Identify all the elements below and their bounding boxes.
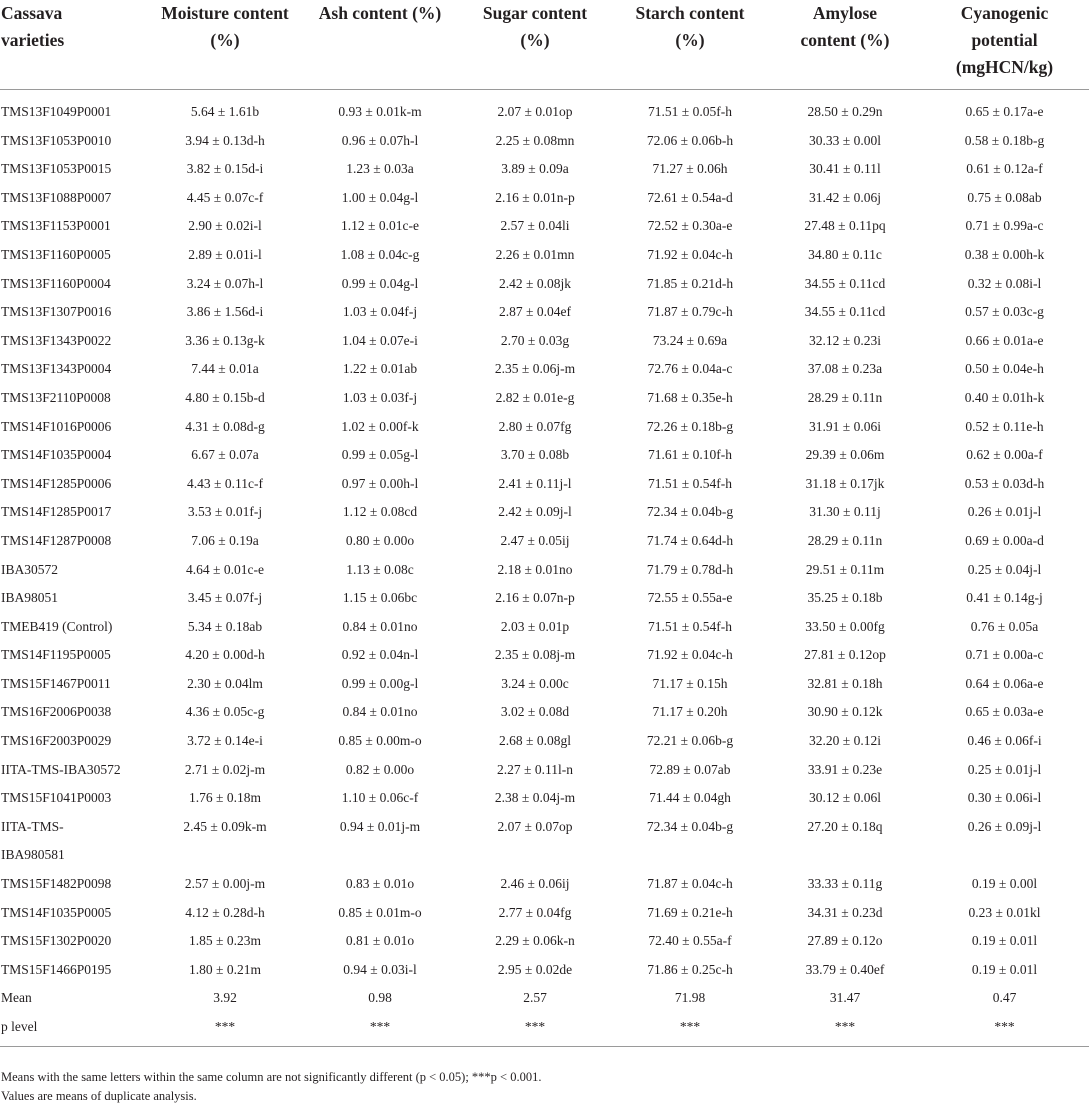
- starch-value: 71.51 ± 0.54f-h: [648, 475, 732, 491]
- header-row: [0, 0, 1089, 90]
- cyanogenic-value: 0.26 ± 0.09j-l: [967, 818, 1042, 834]
- moisture-value: 3.92: [213, 990, 237, 1006]
- amylose-value: 31.42 ± 0.06j: [809, 189, 881, 205]
- ash-value: 1.23 ± 0.03a: [346, 161, 414, 177]
- amylose-value: 33.33 ± 0.11g: [807, 876, 883, 892]
- variety-name: TMS13F1053P0015: [1, 161, 112, 177]
- sugar-value: 2.38 ± 0.04j-m: [494, 790, 576, 806]
- starch-value: 72.40 ± 0.55a-f: [648, 933, 732, 949]
- amylose-value: 32.20 ± 0.12i: [809, 733, 881, 749]
- ash-value: 0.82 ± 0.00o: [345, 761, 415, 777]
- moisture-value: ***: [150, 1013, 300, 1046]
- sugar-value: 2.35 ± 0.06j-m: [494, 361, 576, 377]
- sugar-value: 2.16 ± 0.07n-p: [495, 590, 575, 606]
- amylose-value: 31.18 ± 0.17jk: [805, 475, 885, 491]
- variety-name: TMS13F1343P0022: [1, 332, 112, 348]
- variety-name: p level: [0, 1013, 150, 1046]
- amylose-value: 31.30 ± 0.11j: [809, 504, 881, 520]
- variety-name: TMS13F1307P0016: [1, 304, 112, 320]
- cyanogenic-value: 0.32 ± 0.08i-l: [967, 275, 1042, 291]
- amylose-value: 33.50 ± 0.00fg: [805, 618, 885, 634]
- cyanogenic-value: 0.71 ± 0.00a-c: [965, 647, 1044, 663]
- amylose-value: 30.33 ± 0.00l: [809, 132, 881, 148]
- header-line: Sugar content: [482, 3, 588, 23]
- header-line: varieties: [1, 30, 65, 50]
- variety-name: TMS15F1482P0098: [1, 876, 112, 892]
- header-line: content (%): [800, 30, 890, 50]
- cyanogenic-value: 0.71 ± 0.99a-c: [965, 218, 1044, 234]
- variety-name: TMS13F1160P0004: [1, 275, 111, 291]
- variety-name: TMS16F2006P0038: [1, 704, 112, 720]
- starch-value: 71.87 ± 0.79c-h: [647, 304, 733, 320]
- moisture-value: 1.80 ± 0.21m: [189, 961, 261, 977]
- table-row: [0, 384, 1089, 413]
- ash-value: 0.83 ± 0.01o: [345, 876, 415, 892]
- table-row: [0, 441, 1089, 470]
- starch-value: 72.55 ± 0.55a-e: [647, 590, 733, 606]
- cyanogenic-value: 0.25 ± 0.01j-l: [967, 761, 1042, 777]
- ash-value: 0.98: [368, 990, 392, 1006]
- variety-name: TMS15F1467P0011: [1, 675, 111, 691]
- sugar-value: 2.35 ± 0.08j-m: [494, 647, 576, 663]
- header-line: Ash content (%): [318, 3, 442, 23]
- variety-name: TMS14F1285P0006: [1, 475, 112, 491]
- variety-name: TMS13F1088P0007: [1, 189, 112, 205]
- footnote-duplicate-analysis: Values are means of duplicate analysis.: [1, 1089, 197, 1103]
- starch-value: 72.26 ± 0.18b-g: [646, 418, 734, 434]
- moisture-value: 4.36 ± 0.05c-g: [185, 704, 265, 720]
- ash-value: 0.96 ± 0.07h-l: [341, 132, 419, 148]
- variety-name: IBA30572: [1, 561, 58, 577]
- amylose-value: 30.41 ± 0.11l: [809, 161, 881, 177]
- ash-value: 1.22 ± 0.01ab: [342, 361, 418, 377]
- moisture-value: 4.64 ± 0.01c-e: [186, 561, 264, 577]
- moisture-value: 4.43 ± 0.11c-f: [187, 475, 263, 491]
- cyanogenic-value: 0.38 ± 0.00h-k: [964, 246, 1045, 262]
- sugar-value: 2.57 ± 0.04li: [500, 218, 570, 234]
- cyanogenic-value: 0.57 ± 0.03c-g: [965, 304, 1044, 320]
- starch-value: 71.61 ± 0.10f-h: [648, 447, 732, 463]
- starch-value: 71.79 ± 0.78d-h: [646, 561, 734, 577]
- table-row: [0, 756, 1089, 785]
- amylose-value: 27.81 ± 0.12op: [804, 647, 886, 663]
- variety-name: TMS14F1035P0005: [1, 904, 112, 920]
- ash-value: 1.00 ± 0.04g-l: [341, 189, 419, 205]
- amylose-value: 30.12 ± 0.06l: [809, 790, 881, 806]
- cyanogenic-value: 0.65 ± 0.17a-e: [965, 104, 1044, 119]
- amylose-value: 33.91 ± 0.23e: [807, 761, 883, 777]
- cyanogenic-value: 0.62 ± 0.00a-f: [966, 447, 1043, 463]
- cyanogenic-value: 0.47: [992, 990, 1017, 1006]
- starch-value: 71.44 ± 0.04gh: [649, 790, 731, 806]
- moisture-value: 3.45 ± 0.07f-j: [187, 590, 263, 606]
- amylose-value: 34.31 ± 0.23d: [807, 904, 883, 920]
- variety-name: TMS13F1153P0001: [1, 218, 111, 234]
- starch-value: 71.17 ± 0.20h: [652, 704, 728, 720]
- moisture-value: 3.53 ± 0.01f-j: [187, 504, 263, 520]
- table-row: [0, 813, 1089, 870]
- ash-value: 1.10 ± 0.06c-f: [341, 790, 419, 806]
- amylose-value: 31.91 ± 0.06i: [809, 418, 881, 434]
- cyanogenic-value: 0.26 ± 0.01j-l: [967, 504, 1042, 520]
- table-row: [0, 270, 1089, 299]
- amylose-value: ***: [770, 1013, 920, 1046]
- table-row: [0, 90, 1089, 127]
- starch-value: 71.17 ± 0.15h: [652, 675, 728, 691]
- cyanogenic-value: 0.30 ± 0.06i-l: [967, 790, 1042, 806]
- sugar-value: 2.41 ± 0.11j-l: [498, 475, 572, 491]
- moisture-value: 1.85 ± 0.23m: [189, 933, 261, 949]
- table-footnotes: [1, 1068, 542, 1106]
- amylose-value: 29.39 ± 0.06m: [805, 447, 885, 463]
- starch-value: 72.34 ± 0.04b-g: [646, 818, 734, 834]
- table-row: [0, 870, 1089, 899]
- table-row: [0, 613, 1089, 642]
- header-cyanogenic-potential: [920, 0, 1089, 90]
- sugar-value: 2.29 ± 0.06k-n: [495, 933, 575, 949]
- header-line: (%): [675, 30, 705, 50]
- amylose-value: 33.79 ± 0.40ef: [805, 961, 885, 977]
- amylose-value: 28.29 ± 0.11n: [807, 389, 883, 405]
- table-row: [0, 641, 1089, 670]
- sugar-value: 2.42 ± 0.08jk: [499, 275, 571, 291]
- table-row: [0, 241, 1089, 270]
- cyanogenic-value: 0.41 ± 0.14g-j: [966, 590, 1043, 606]
- moisture-value: 1.76 ± 0.18m: [189, 790, 261, 806]
- ash-value: 1.03 ± 0.03f-j: [342, 389, 418, 405]
- moisture-value: 4.31 ± 0.08d-g: [185, 418, 265, 434]
- ash-value: 0.93 ± 0.01k-m: [338, 104, 422, 119]
- sugar-value: ***: [460, 1013, 610, 1046]
- table-row: [0, 527, 1089, 556]
- ash-value: 0.92 ± 0.04n-l: [341, 647, 419, 663]
- cyanogenic-value: 0.19 ± 0.01l: [971, 961, 1038, 977]
- moisture-value: 4.80 ± 0.15b-d: [185, 389, 265, 405]
- table-row: [0, 413, 1089, 442]
- table-row: [0, 727, 1089, 756]
- moisture-value: 2.45 ± 0.09k-m: [183, 818, 267, 834]
- table-row: [0, 327, 1089, 356]
- starch-value: 71.51 ± 0.54f-h: [648, 618, 732, 634]
- sugar-value: 3.24 ± 0.00c: [501, 675, 569, 691]
- variety-name: TMS14F1287P0008: [1, 532, 112, 548]
- moisture-value: 7.06 ± 0.19a: [191, 532, 259, 548]
- variety-name: TMS13F1160P0005: [1, 246, 111, 262]
- table-row: [0, 355, 1089, 384]
- variety-name: TMS13F1049P0001: [1, 104, 112, 119]
- sugar-value: 2.46 ± 0.06ij: [500, 876, 570, 892]
- sugar-value: 2.47 ± 0.05ij: [500, 532, 570, 548]
- header-line: potential: [971, 30, 1038, 50]
- header-line: (%): [520, 30, 550, 50]
- sugar-value: 3.89 ± 0.09a: [501, 161, 569, 177]
- table-row: [0, 584, 1089, 613]
- starch-value: ***: [610, 1013, 770, 1046]
- starch-value: 71.92 ± 0.04c-h: [647, 246, 733, 262]
- amylose-value: 32.12 ± 0.23i: [809, 332, 881, 348]
- sugar-value: 3.70 ± 0.08b: [500, 447, 570, 463]
- table-row: [0, 927, 1089, 956]
- starch-value: 72.06 ± 0.06b-h: [646, 132, 734, 148]
- moisture-value: 7.44 ± 0.01a: [191, 361, 259, 377]
- variety-name: TMS14F1195P0005: [1, 647, 111, 663]
- variety-name: TMS13F1343P0004: [1, 361, 112, 377]
- starch-value: 72.61 ± 0.54a-d: [647, 189, 733, 205]
- cyanogenic-value: 0.61 ± 0.12a-f: [966, 161, 1043, 177]
- starch-value: 71.98: [674, 990, 706, 1006]
- variety-name: TMS13F2110P0008: [1, 389, 111, 405]
- ash-value: 0.85 ± 0.00m-o: [338, 733, 422, 749]
- cyanogenic-value: 0.52 ± 0.11e-h: [965, 418, 1044, 434]
- table-row: [0, 127, 1089, 156]
- cyanogenic-value: 0.75 ± 0.08ab: [967, 189, 1042, 205]
- ash-value: 1.02 ± 0.00f-k: [341, 418, 419, 434]
- header-line: (mgHCN/kg): [955, 57, 1054, 77]
- sugar-value: 2.27 ± 0.11l-n: [497, 761, 573, 777]
- moisture-value: 4.45 ± 0.07c-f: [186, 189, 264, 205]
- amylose-value: 34.55 ± 0.11cd: [804, 275, 886, 291]
- sugar-value: 3.02 ± 0.08d: [500, 704, 570, 720]
- header-line: Moisture content: [161, 3, 289, 23]
- table-row: [0, 899, 1089, 928]
- ash-value: 0.99 ± 0.04g-l: [341, 275, 419, 291]
- sugar-value: 2.25 ± 0.08mn: [495, 132, 575, 148]
- starch-value: 72.34 ± 0.04b-g: [646, 504, 734, 520]
- moisture-value: 3.24 ± 0.07h-l: [186, 275, 264, 291]
- ash-value: 0.81 ± 0.01o: [345, 933, 415, 949]
- table-row: [0, 298, 1089, 327]
- header-line: Starch content: [635, 3, 745, 23]
- table-row: [0, 956, 1089, 985]
- sugar-value: 2.82 ± 0.01e-g: [495, 389, 575, 405]
- table-row: [0, 784, 1089, 813]
- ash-value: 0.85 ± 0.01m-o: [338, 904, 422, 920]
- variety-name: TMS14F1285P0017: [1, 504, 112, 520]
- moisture-value: 3.72 ± 0.14e-i: [187, 733, 263, 749]
- header-line: Cassava: [1, 3, 63, 23]
- sugar-value: 2.70 ± 0.03g: [500, 332, 570, 348]
- ash-value: 1.15 ± 0.06bc: [342, 590, 418, 606]
- ash-value: 0.97 ± 0.00h-l: [341, 475, 419, 491]
- table-row: [0, 212, 1089, 241]
- ash-value: 0.94 ± 0.03i-l: [343, 961, 417, 977]
- header-amylose-content: [770, 0, 920, 90]
- table-row: [0, 670, 1089, 699]
- table-row: [0, 1013, 1089, 1046]
- ash-value: 1.08 ± 0.04c-g: [340, 246, 420, 262]
- variety-name: TMS15F1041P0003: [1, 790, 112, 806]
- amylose-value: 35.25 ± 0.18b: [807, 590, 883, 606]
- amylose-value: 28.29 ± 0.11n: [807, 532, 883, 548]
- moisture-value: 4.20 ± 0.00d-h: [185, 647, 265, 663]
- sugar-value: 2.07 ± 0.07op: [497, 818, 573, 834]
- starch-value: 71.87 ± 0.04c-h: [647, 876, 733, 892]
- variety-name: Mean: [1, 990, 32, 1006]
- moisture-value: 5.64 ± 1.61b: [190, 104, 260, 119]
- variety-name: TMS14F1035P0004: [1, 447, 112, 463]
- cyanogenic-value: 0.23 ± 0.01kl: [968, 904, 1041, 920]
- sugar-value: 2.16 ± 0.01n-p: [495, 189, 575, 205]
- ash-value: 1.03 ± 0.04f-j: [342, 304, 418, 320]
- starch-value: 71.85 ± 0.21d-h: [646, 275, 734, 291]
- moisture-value: 6.67 ± 0.07a: [191, 447, 259, 463]
- cyanogenic-value: 0.66 ± 0.01a-e: [965, 332, 1044, 348]
- variety-name: TMS16F2003P0029: [1, 733, 112, 749]
- variety-name: IITA-TMS-IBA30572: [1, 761, 121, 777]
- ash-value: 0.99 ± 0.05g-l: [341, 447, 419, 463]
- amylose-value: 32.81 ± 0.18h: [807, 675, 883, 691]
- amylose-value: 34.80 ± 0.11c: [808, 246, 882, 262]
- cyanogenic-value: 0.25 ± 0.04j-l: [967, 561, 1042, 577]
- variety-name: TMS15F1302P0020: [1, 933, 112, 949]
- amylose-value: 27.48 ± 0.11pq: [804, 218, 886, 234]
- amylose-value: 37.08 ± 0.23a: [807, 361, 883, 377]
- starch-value: 71.74 ± 0.64d-h: [646, 532, 734, 548]
- cyanogenic-value: 0.53 ± 0.03d-h: [964, 475, 1045, 491]
- starch-value: 71.69 ± 0.21e-h: [647, 904, 733, 920]
- cyanogenic-value: 0.64 ± 0.06a-e: [965, 675, 1044, 691]
- sugar-value: 2.42 ± 0.09j-l: [498, 504, 572, 520]
- starch-value: 71.51 ± 0.05f-h: [648, 104, 732, 119]
- starch-value: 72.21 ± 0.06b-g: [646, 733, 734, 749]
- starch-value: 71.27 ± 0.06h: [652, 161, 728, 177]
- ash-value: ***: [300, 1013, 460, 1046]
- starch-value: 72.89 ± 0.07ab: [649, 761, 731, 777]
- header-line: Cyanogenic: [960, 3, 1049, 23]
- starch-value: 71.86 ± 0.25c-h: [647, 961, 733, 977]
- variety-name: IBA98051: [1, 590, 58, 606]
- cyanogenic-value: 0.76 ± 0.05a: [970, 618, 1039, 634]
- sugar-value: 2.57: [523, 990, 547, 1006]
- variety-name: IITA-TMS- IBA980581: [1, 818, 65, 863]
- amylose-value: 30.90 ± 0.12k: [807, 704, 883, 720]
- variety-name: TMS14F1016P0006: [1, 418, 112, 434]
- starch-value: 72.52 ± 0.30a-e: [647, 218, 733, 234]
- header-ash-content: [300, 0, 460, 90]
- sugar-value: 2.68 ± 0.08gl: [499, 733, 571, 749]
- amylose-value: 34.55 ± 0.11cd: [804, 304, 886, 320]
- header-cassava-varieties: [0, 0, 150, 90]
- moisture-value: 5.34 ± 0.18ab: [187, 618, 263, 634]
- table-body: [0, 90, 1089, 1047]
- moisture-value: 2.90 ± 0.02i-l: [188, 218, 262, 234]
- sugar-value: 2.95 ± 0.02de: [497, 961, 573, 977]
- amylose-value: 27.89 ± 0.12o: [807, 933, 883, 949]
- ash-value: 0.80 ± 0.00o: [345, 532, 415, 548]
- sugar-value: 2.26 ± 0.01mn: [495, 246, 575, 262]
- header-sugar-content: [460, 0, 610, 90]
- header-line: (%): [210, 30, 240, 50]
- cyanogenic-value: 0.58 ± 0.18b-g: [964, 132, 1045, 148]
- table-row: [0, 155, 1089, 184]
- table-row: [0, 984, 1089, 1013]
- ash-value: 0.99 ± 0.00g-l: [341, 675, 419, 691]
- cyanogenic-value: ***: [920, 1013, 1089, 1046]
- ash-value: 1.04 ± 0.07e-i: [342, 332, 418, 348]
- moisture-value: 3.86 ± 1.56d-i: [186, 304, 264, 320]
- amylose-value: 29.51 ± 0.11m: [805, 561, 885, 577]
- amylose-value: 27.20 ± 0.18q: [807, 818, 883, 834]
- header-line: Amylose: [812, 3, 878, 23]
- ash-value: 0.94 ± 0.01j-m: [339, 818, 421, 834]
- amylose-value: 28.50 ± 0.29n: [807, 104, 883, 119]
- header-starch-content: [610, 0, 770, 90]
- cyanogenic-value: 0.40 ± 0.01h-k: [964, 389, 1045, 405]
- moisture-value: 2.89 ± 0.01i-l: [188, 246, 262, 262]
- starch-value: 73.24 ± 0.69a: [652, 332, 728, 348]
- footnote-significance: Means with the same letters within the same column are not significantly different (p < 0.05); ***p < 0.001.: [1, 1070, 542, 1084]
- table-row: [0, 470, 1089, 499]
- starch-value: 72.76 ± 0.04a-c: [647, 361, 733, 377]
- amylose-value: 31.47: [829, 990, 861, 1006]
- table-row: [0, 184, 1089, 213]
- sugar-value: 2.77 ± 0.04fg: [498, 904, 572, 920]
- moisture-value: 3.82 ± 0.15d-i: [186, 161, 264, 177]
- sugar-value: 2.87 ± 0.04ef: [499, 304, 571, 320]
- cyanogenic-value: 0.46 ± 0.06f-i: [967, 733, 1042, 749]
- variety-name: TMS13F1053P0010: [1, 132, 112, 148]
- sugar-value: 2.80 ± 0.07fg: [498, 418, 572, 434]
- variety-name: TMEB419 (Control): [1, 618, 113, 634]
- table-row: [0, 498, 1089, 527]
- ash-value: 1.12 ± 0.01c-e: [341, 218, 419, 234]
- table-row: [0, 698, 1089, 727]
- ash-value: 0.84 ± 0.01no: [342, 704, 418, 720]
- table-row: [0, 556, 1089, 585]
- starch-value: 71.68 ± 0.35e-h: [647, 389, 733, 405]
- moisture-value: 3.94 ± 0.13d-h: [185, 132, 265, 148]
- variety-name: TMS15F1466P0195: [1, 961, 112, 977]
- cyanogenic-value: 0.19 ± 0.00l: [971, 876, 1038, 892]
- ash-value: 1.13 ± 0.08c: [346, 561, 414, 577]
- cyanogenic-value: 0.69 ± 0.00a-d: [965, 532, 1044, 548]
- table-header: [0, 0, 1089, 90]
- cyanogenic-value: 0.65 ± 0.03a-e: [965, 704, 1044, 720]
- header-moisture-content: [150, 0, 300, 90]
- moisture-value: 2.57 ± 0.00j-m: [184, 876, 266, 892]
- moisture-value: 3.36 ± 0.13g-k: [185, 332, 265, 348]
- starch-value: 71.92 ± 0.04c-h: [647, 647, 733, 663]
- cyanogenic-value: 0.50 ± 0.04e-h: [965, 361, 1044, 377]
- moisture-value: 4.12 ± 0.28d-h: [185, 904, 265, 920]
- cyanogenic-value: 0.19 ± 0.01l: [971, 933, 1038, 949]
- sugar-value: 2.18 ± 0.01no: [497, 561, 573, 577]
- ash-value: 1.12 ± 0.08cd: [342, 504, 418, 520]
- sugar-value: 2.07 ± 0.01op: [497, 104, 573, 119]
- moisture-value: 2.30 ± 0.04lm: [187, 675, 263, 691]
- ash-value: 0.84 ± 0.01no: [342, 618, 418, 634]
- moisture-value: 2.71 ± 0.02j-m: [184, 761, 266, 777]
- sugar-value: 2.03 ± 0.01p: [500, 618, 570, 634]
